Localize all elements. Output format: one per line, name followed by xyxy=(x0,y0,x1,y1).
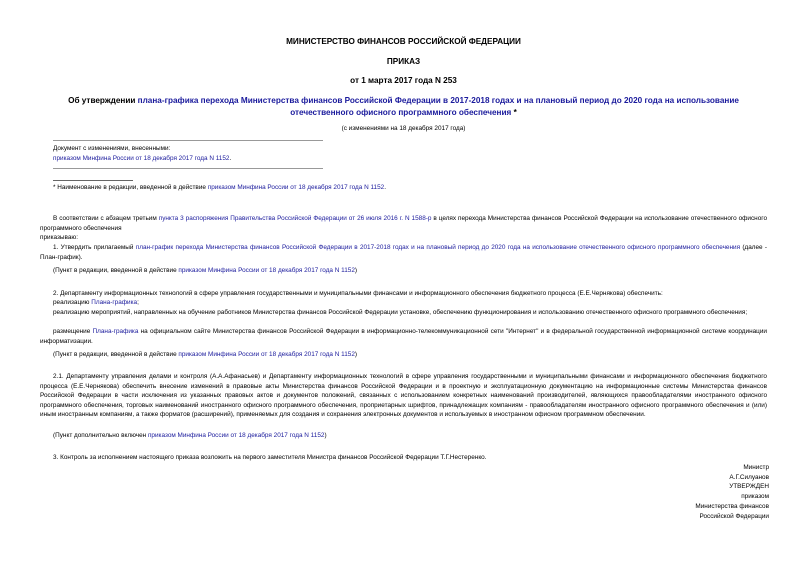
approved-label: УТВЕРЖДЕН xyxy=(729,483,769,491)
item-1: 1. Утвердить прилагаемый план-график перехода Министерства финансов Российской Федерации в 2017-2018 годах и на плановый период до 2020 года на использование отечественного офисного программного обеспечения (далее - План-график). xyxy=(40,244,767,261)
signature-title: Министр xyxy=(743,464,769,471)
item-2-c-link[interactable]: Плана-графика xyxy=(92,328,139,335)
paragraph-preamble: В соответствии с абзацем третьим пункта 3 распоряжения Правительства Российской Федерации от 26 июля 2016 г. N 1588-р в целях перехода Министерства финансов Российской Федерации на использование отечественного офисного программного обеспечения xyxy=(40,215,768,232)
ministry-heading: МИНИСТЕРСТВО ФИНАНСОВ РОССИЙСКОЙ ФЕДЕРАЦИИ xyxy=(286,37,521,46)
item-2-b: реализацию мероприятий, направленных на обучение работников Министерства финансов Российской Федерации установке, обеспечению функционирования и использованию отечественного офисного программного обеспечения; xyxy=(53,309,748,316)
order-word: приказываю: xyxy=(40,234,78,241)
doc-type-heading: ПРИКАЗ xyxy=(386,57,421,66)
signature-name: А.Г.Силуанов xyxy=(729,473,769,481)
signature-block xyxy=(695,463,769,521)
amendments-link[interactable]: приказом Минфина России от 18 декабря 2017 года N 1152 xyxy=(53,155,230,162)
changes-note: (с изменениями на 18 декабря 2017 года) xyxy=(341,125,466,132)
approved-by: приказом xyxy=(741,493,769,501)
item-2-1: 2.1. Департаменту управления делами и контроля (А.А.Афанасьев) и Департаменту информационных технологий в сфере управления государственными и муниципальными финансами и информационного обеспечения бюджетного процесса (Е.Е.Чернякова) обеспечить внесение изменений в правовые акты Министерства финансов Российской Федерации и в проектную и эксплуатационную документацию на информационные системы Министерства финансов Российской Федерации в части исключения из указанных правовых актов и документов положений, связанных с использованием конкретных наименований производителей, являющихся правообладателями иностранного офисного программного обеспечения, торговых наименований иностранного офисного программного обеспечения, проприетарных шрифтов, принадлежащих компаниям - правообладателям иностранного офисного программного обеспечения и (или) иным иностранным компаниям, а также форматов (расширений), применяемых для создания и сохранения электронных документов и используемых в иностранном офисном программном обеспечении. xyxy=(40,373,767,419)
amendments-label: Документ с изменениями, внесенными: xyxy=(53,145,171,152)
item-2-note-link[interactable]: приказом Минфина России от 18 декабря 2017 года N 1152 xyxy=(178,351,355,358)
divider-top xyxy=(53,140,323,141)
item-2-c: размещение Плана-графика на официальном сайте Министерства финансов Российской Федерации в информационно-телекоммуникационной сети "Интернет" и в федеральной государственной информационной системе координации информатизации. xyxy=(40,328,767,345)
item-1-note-link[interactable]: приказом Минфина России от 18 декабря 2017 года N 1152 xyxy=(178,267,355,274)
item-2: 2. Департаменту информационных технологий в сфере управления государственными и муниципальными финансами и информационного обеспечения бюджетного процесса (Е.Е.Чернякова) обеспечить: xyxy=(53,290,663,297)
footnote-link[interactable]: приказом Минфина России от 18 декабря 2017 года N 1152 xyxy=(207,184,385,191)
amendments-entry: приказом Минфина России от 18 декабря 2017 года N 1152. xyxy=(53,155,232,162)
document-title xyxy=(40,95,767,118)
title-suffix: * xyxy=(511,107,517,117)
divider-bottom xyxy=(53,168,323,169)
item-1-note: (Пункт в редакции, введенной в действие приказом Минфина России от 18 декабря 2017 года N 1152) xyxy=(53,267,358,274)
footnote: * Наименование в редакции, введенной в действие приказом Минфина России от 18 декабря 2017 года N 1152. xyxy=(53,184,386,191)
item-2-note: (Пункт в редакции, введенной в действие приказом Минфина России от 18 декабря 2017 года N 1152) xyxy=(53,351,358,358)
item-2-1-note-link[interactable]: приказом Минфина России от 18 декабря 2017 года N 1152 xyxy=(147,432,325,439)
item-2-a-link[interactable]: Плана-графика xyxy=(91,299,138,306)
preamble-link[interactable]: пункта 3 распоряжения Правительства Российской Федерации от 26 июля 2016 г. N 1588-р xyxy=(158,215,432,222)
item-1-link[interactable]: план-график перехода Министерства финансов Российской Федерации в 2017-2018 годах и на плановый период до 2020 года на использование отечественного офисного программного обеспечения xyxy=(135,244,741,251)
footnote-rule xyxy=(53,180,133,181)
title-prefix: Об утверждении xyxy=(68,96,138,105)
title-link[interactable]: плана-графика перехода Министерства финансов Российской Федерации в 2017-2018 годах и на плановый период до 2020 года на использование отечественного офисного программного обеспечения xyxy=(137,96,739,117)
item-2-1-note: (Пункт дополнительно включен приказом Минфина России от 18 декабря 2017 года N 1152) xyxy=(53,432,327,439)
item-3: 3. Контроль за исполнением настоящего приказа возложить на первого заместителя Министра финансов Российской Федерации Т.Г.Нестеренко. xyxy=(53,454,487,461)
approved-country: Российской Федерации xyxy=(699,512,769,520)
date-number: от 1 марта 2017 года N 253 xyxy=(350,76,457,85)
approved-ministry: Министерства финансов xyxy=(695,502,769,510)
item-2-a: реализацию Плана-графика; xyxy=(53,299,139,306)
